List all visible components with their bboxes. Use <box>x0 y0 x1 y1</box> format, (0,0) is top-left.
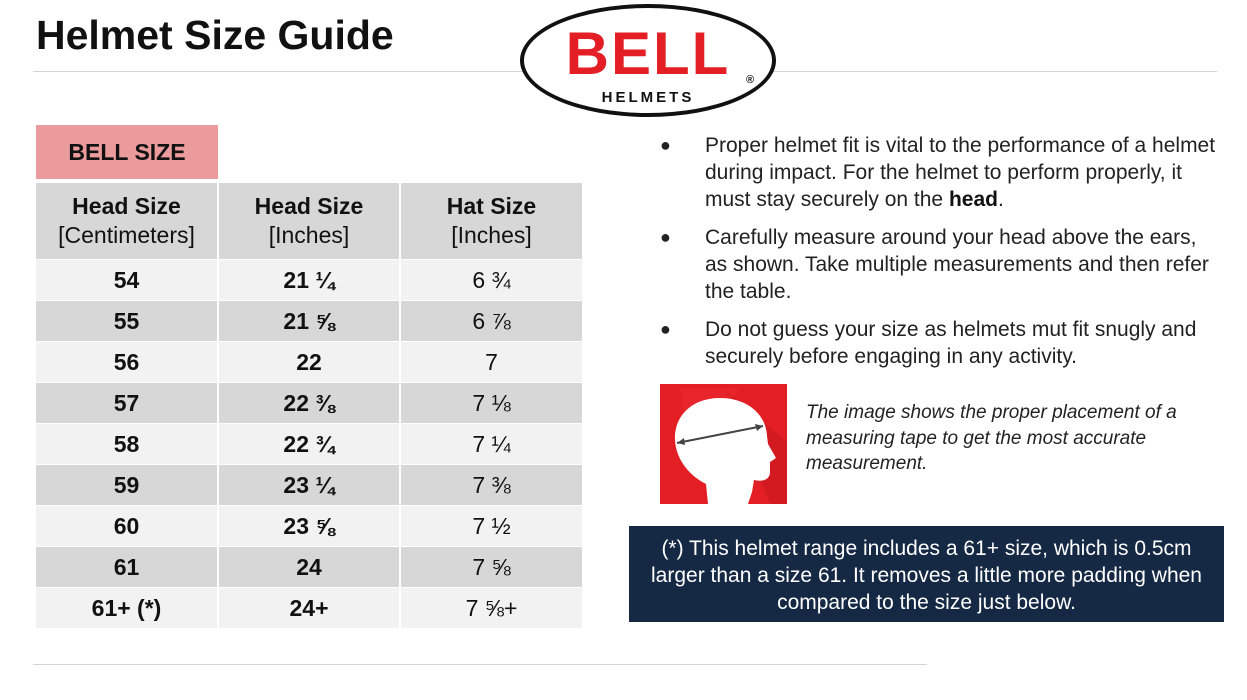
cell-hat-in: 7 ⅛ <box>400 383 582 424</box>
cell-head-in: 21 ⅝ <box>218 301 400 342</box>
bullet-text: Do not guess your size as helmets mut fit snugly and securely before engaging in any activity. <box>705 318 1197 368</box>
bell-size-tag: BELL SIZE <box>36 125 218 179</box>
header-head-size-in <box>218 183 400 260</box>
cell-head-in: 23 ⅝ <box>218 506 400 547</box>
bullet-bold-text: head <box>948 188 998 211</box>
cell-hat-in: 7 <box>400 342 582 383</box>
cell-head-cm: 61 <box>36 547 218 588</box>
cell-head-in: 23 ¼ <box>218 465 400 506</box>
cell-hat-in: 7 ¼ <box>400 424 582 465</box>
cell-hat-in: 7 ⅝+ <box>400 588 582 629</box>
header-head-size-cm <box>36 183 218 260</box>
logo-brand: BELL <box>565 20 731 87</box>
cell-hat-in: 7 ½ <box>400 506 582 547</box>
page-title: Helmet Size Guide <box>36 12 394 58</box>
bullet-icon: ● <box>660 135 671 155</box>
logo-subtitle: HELMETS <box>601 89 695 106</box>
cell-head-in: 24 <box>218 547 400 588</box>
bullet-tail-text: . <box>997 188 1004 211</box>
size-note-box: (*) This helmet range includes a 61+ size, which is 0.5cm larger than a size 61. It removes a little more padding when compared to the size just below. <box>629 526 1224 622</box>
header-label: Head Size <box>72 193 181 219</box>
header-label: Head Size <box>254 193 364 219</box>
table-row <box>36 547 582 588</box>
fit-instructions-list <box>660 132 1220 381</box>
table-row <box>36 588 582 629</box>
cell-hat-in: 7 ⅝ <box>400 547 582 588</box>
cell-head-in: 22 <box>218 342 400 383</box>
bullet-icon: ● <box>660 319 671 339</box>
table-row <box>36 342 582 383</box>
cell-head-in: 24+ <box>218 588 400 629</box>
cell-hat-in: 6 ¾ <box>400 260 582 301</box>
bell-helmets-logo <box>520 4 776 117</box>
header-label: Hat Size <box>446 193 537 219</box>
cell-head-cm: 59 <box>36 465 218 506</box>
list-item <box>660 132 1220 213</box>
cell-head-cm: 55 <box>36 301 218 342</box>
cell-hat-in: 6 ⅞ <box>400 301 582 342</box>
illustration-caption: The image shows the proper placement of a measuring tape to get the most accurate measurement. <box>806 402 1177 474</box>
table-row <box>36 506 582 547</box>
cell-head-cm: 58 <box>36 424 218 465</box>
cell-head-cm: 61+ (*) <box>36 588 218 629</box>
bullet-text: Carefully measure around your head above the ears, as shown. Take multiple measurements and then refer the table. <box>705 226 1209 303</box>
bullet-icon: ● <box>660 227 671 247</box>
table-row <box>36 260 582 301</box>
header-unit: [Inches] <box>451 222 532 248</box>
cell-head-cm: 54 <box>36 260 218 301</box>
size-table <box>36 183 582 628</box>
list-item <box>660 316 1220 370</box>
logo-registered-mark: ® <box>746 74 755 86</box>
table-row <box>36 383 582 424</box>
list-item <box>660 224 1220 305</box>
head-measure-icon <box>660 384 787 504</box>
cell-head-cm: 60 <box>36 506 218 547</box>
cell-head-in: 21 ¼ <box>218 260 400 301</box>
cell-head-in: 22 ¾ <box>218 424 400 465</box>
table-row <box>36 424 582 465</box>
bullet-text: Proper helmet fit is vital to the performance of a helmet during impact. For the helmet to perform properly, it must stay securely on the <box>705 134 1216 211</box>
header-hat-size-in <box>400 183 582 260</box>
cell-head-in: 22 ⅜ <box>218 383 400 424</box>
header-unit: [Centimeters] <box>58 222 195 248</box>
bottom-divider <box>33 664 927 665</box>
header-unit: [Inches] <box>268 222 350 248</box>
table-header-row <box>36 183 582 260</box>
cell-head-cm: 57 <box>36 383 218 424</box>
table-row <box>36 301 582 342</box>
table-row <box>36 465 582 506</box>
cell-hat-in: 7 ⅜ <box>400 465 582 506</box>
cell-head-cm: 56 <box>36 342 218 383</box>
